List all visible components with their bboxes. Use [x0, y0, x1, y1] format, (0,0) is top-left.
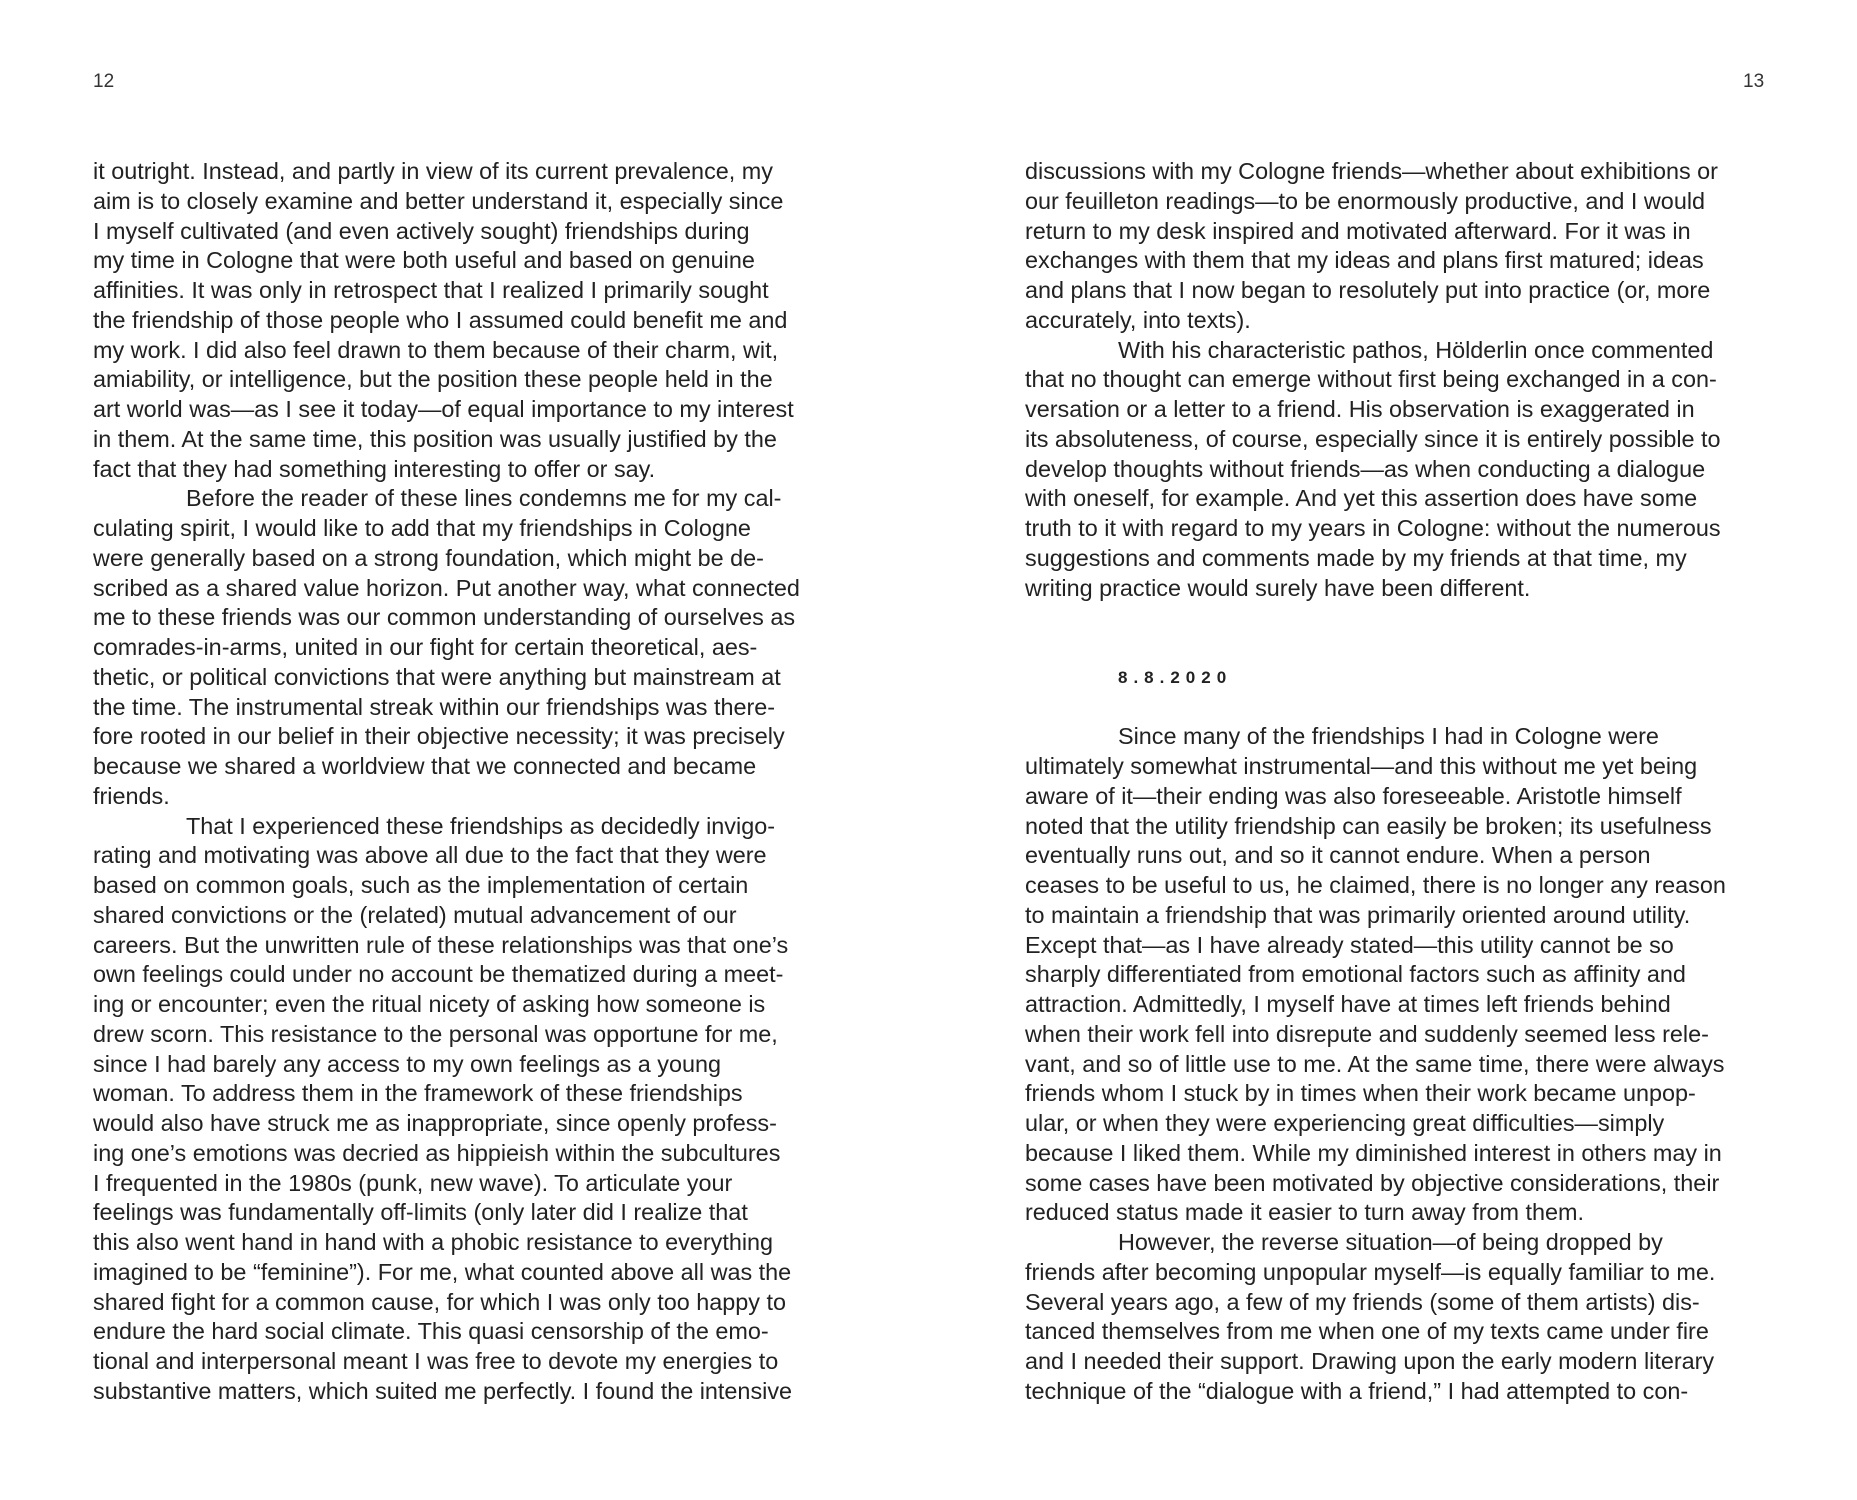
- text-line: with oneself, for example. And yet this assertion does have some: [1025, 485, 1698, 512]
- section-spacer: [1025, 693, 1785, 723]
- text-line: careers. But the unwritten rule of these relationships was that one’s: [93, 931, 789, 958]
- text-line: some cases have been motivated by objective considerations, their: [1025, 1169, 1720, 1196]
- text-line: when their work fell into disrepute and suddenly seemed less rele-: [1025, 1020, 1709, 1047]
- text-line: affinities. It was only in retrospect that I realized I primarily sought: [93, 277, 769, 303]
- text-line: our feuilleton readings—to be enormously productive, and I would: [1025, 187, 1706, 214]
- text-line: sharply differentiated from emotional factors such as affinity and: [1025, 961, 1686, 988]
- text-line: were generally based on a strong foundation, which might be de-: [93, 544, 764, 571]
- text-line: vant, and so of little use to me. At the same time, there were always: [1025, 1050, 1725, 1077]
- text-line: imagined to be “feminine”). For me, what counted above all was the: [93, 1258, 792, 1285]
- text-line: feelings was fundamentally off-limits (only later did I realize that: [93, 1199, 748, 1226]
- text-line: woman. To address them in the framework of these friendships: [93, 1080, 743, 1107]
- section-date-heading: 8.8.2020: [1118, 667, 1233, 687]
- text-line: comrades-in-arms, united in our fight for certain theoretical, aes-: [93, 634, 758, 660]
- text-line: my time in Cologne that were both useful and based on genuine: [93, 247, 755, 274]
- text-line: develop thoughts without friends—as when conducting a dialogue: [1025, 455, 1706, 482]
- text-line: own feelings could under no account be thematized during a meet-: [93, 961, 784, 988]
- text-line: the friendship of those people who I assumed could benefit me and: [93, 306, 788, 333]
- text-line: reduced status made it easier to turn away from them.: [1025, 1199, 1585, 1226]
- text-line: ultimately somewhat instrumental—and this without me yet being: [1025, 753, 1698, 779]
- page-number-left: 12: [93, 71, 115, 92]
- page-number-right: 13: [1743, 71, 1765, 92]
- text-line: ular, or when they were experiencing great difficulties—simply: [1025, 1110, 1665, 1136]
- text-line: culating spirit, I would like to add that my friendships in Cologne: [93, 515, 751, 541]
- text-line: would also have struck me as inappropriate, since openly profess-: [93, 1110, 777, 1136]
- text-line: substantive matters, which suited me perfectly. I found the intensive: [93, 1377, 793, 1404]
- section-spacer: [1025, 603, 1785, 633]
- text-line: noted that the utility friendship can easily be broken; its usefulness: [1025, 812, 1712, 839]
- text-line: ing or encounter; even the ritual nicety of asking how someone is: [93, 991, 766, 1017]
- text-line: tanced themselves from me when one of my texts came under fire: [1025, 1318, 1709, 1345]
- paragraph-first-line: That I experienced these friendships as decidedly invigo-: [186, 812, 776, 839]
- text-line: endure the hard social climate. This quasi censorship of the emo-: [93, 1318, 769, 1345]
- text-line: friends whom I stuck by in times when their work became unpop-: [1025, 1080, 1696, 1107]
- text-line: drew scorn. This resistance to the personal was opportune for me,: [93, 1020, 778, 1047]
- text-line: scribed as a shared value horizon. Put another way, what connected: [93, 574, 800, 601]
- right-page-text: [1025, 157, 1785, 1407]
- section-spacer: [1025, 633, 1785, 663]
- left-page-text: [93, 157, 853, 1407]
- text-line: accurately, into texts).: [1025, 306, 1251, 333]
- text-line: this also went hand in hand with a phobic resistance to everything: [93, 1229, 774, 1255]
- text-line: because I liked them. While my diminished interest in others may in: [1025, 1139, 1722, 1166]
- text-line: return to my desk inspired and motivated afterward. For it was in: [1025, 217, 1691, 244]
- text-line: shared convictions or the (related) mutual advancement of our: [93, 901, 737, 928]
- text-line: and plans that I now began to resolutely put into practice (or, more: [1025, 277, 1711, 303]
- text-line: me to these friends was our common understanding of ourselves as: [93, 604, 796, 631]
- text-line: its absoluteness, of course, especially since it is entirely possible to: [1025, 425, 1721, 452]
- text-line: amiability, or intelligence, but the position these people held in the: [93, 366, 773, 393]
- paragraph-first-line: However, the reverse situation—of being dropped by: [1118, 1229, 1663, 1255]
- text-line: versation or a letter to a friend. His observation is exaggerated in: [1025, 396, 1695, 422]
- text-line: Except that—as I have already stated—this utility cannot be so: [1025, 931, 1674, 958]
- text-line: rating and motivating was above all due to the fact that they were: [93, 842, 767, 869]
- text-line: suggestions and comments made by my friends at that time, my: [1025, 544, 1687, 571]
- text-line: aware of it—their ending was also foreseeable. Aristotle himself: [1025, 782, 1682, 809]
- text-line: to maintain a friendship that was primarily oriented around utility.: [1025, 901, 1691, 928]
- text-line: friends after becoming unpopular myself—is equally familiar to me.: [1025, 1258, 1716, 1285]
- text-line: tional and interpersonal meant I was free to devote my energies to: [93, 1348, 779, 1374]
- text-line: Several years ago, a few of my friends (some of them artists) dis-: [1025, 1288, 1700, 1315]
- text-line: based on common goals, such as the implementation of certain: [93, 872, 749, 898]
- text-line: attraction. Admittedly, I myself have at times left friends behind: [1025, 991, 1671, 1017]
- text-line: friends.: [93, 782, 170, 809]
- text-line: eventually runs out, and so it cannot endure. When a person: [1025, 842, 1651, 869]
- paragraph-first-line: Before the reader of these lines condemns me for my cal-: [186, 485, 782, 512]
- text-line: technique of the “dialogue with a friend,” I had attempted to con-: [1025, 1377, 1689, 1404]
- text-line: I myself cultivated (and even actively sought) friendships during: [93, 217, 750, 244]
- text-line: fact that they had something interesting to offer or say.: [93, 455, 656, 482]
- paragraph-first-line: Since many of the friendships I had in Cologne were: [1118, 723, 1659, 750]
- text-line: the time. The instrumental streak within our friendships was there-: [93, 693, 776, 720]
- text-line: that no thought can emerge without first being exchanged in a con-: [1025, 366, 1717, 393]
- text-line: fore rooted in our belief in their objective necessity; it was precisely: [93, 723, 785, 750]
- text-line: and I needed their support. Drawing upon the early modern literary: [1025, 1348, 1715, 1374]
- text-line: shared fight for a common cause, for which I was only too happy to: [93, 1288, 786, 1315]
- text-line: writing practice would surely have been different.: [1025, 574, 1531, 601]
- text-line: it outright. Instead, and partly in view of its current prevalence, my: [93, 158, 773, 184]
- paragraph-first-line: With his characteristic pathos, Hölderlin once commented: [1118, 336, 1714, 363]
- text-line: exchanges with them that my ideas and plans first matured; ideas: [1025, 247, 1704, 274]
- text-line: I frequented in the 1980s (punk, new wave). To articulate your: [93, 1169, 733, 1196]
- text-line: aim is to closely examine and better understand it, especially since: [93, 187, 784, 214]
- text-line: ing one’s emotions was decried as hippieish within the subcultures: [93, 1139, 781, 1166]
- text-line: thetic, or political convictions that were anything but mainstream at: [93, 663, 781, 690]
- text-line: ceases to be useful to us, he claimed, there is no longer any reason: [1025, 872, 1726, 898]
- text-line: since I had barely any access to my own feelings as a young: [93, 1050, 721, 1077]
- text-line: because we shared a worldview that we connected and became: [93, 753, 757, 779]
- text-line: truth to it with regard to my years in Cologne: without the numerous: [1025, 515, 1721, 541]
- text-line: discussions with my Cologne friends—whether about exhibitions or: [1025, 158, 1718, 184]
- text-line: my work. I did also feel drawn to them because of their charm, wit,: [93, 336, 779, 363]
- text-line: in them. At the same time, this position was usually justified by the: [93, 425, 777, 452]
- text-line: art world was—as I see it today—of equal importance to my interest: [93, 396, 794, 422]
